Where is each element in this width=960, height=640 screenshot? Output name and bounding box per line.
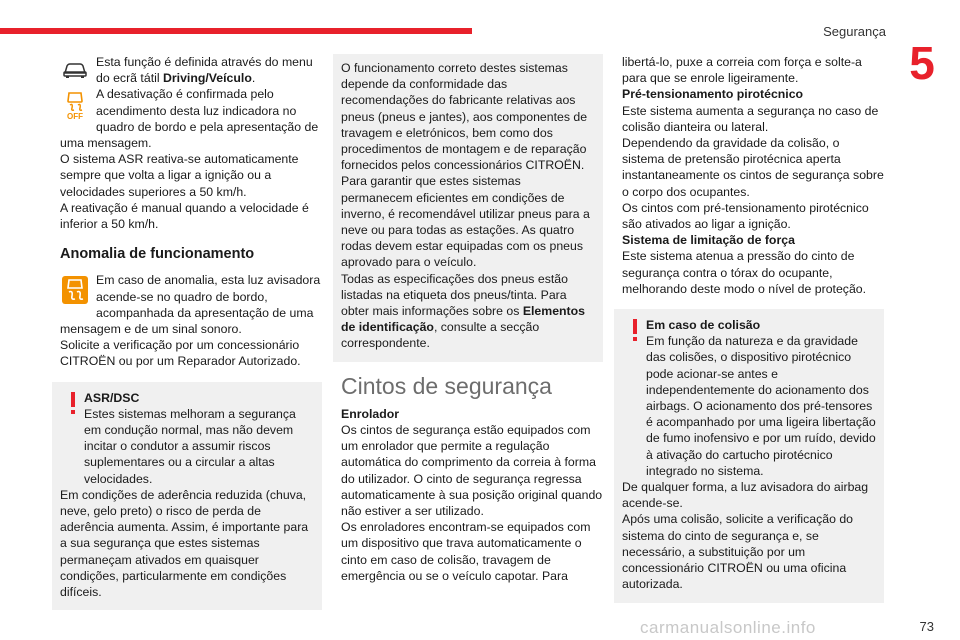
retractor-subheading: Enrolador (341, 406, 400, 421)
pretension-subheading: Pré-tensionamento pirotécnico (622, 87, 804, 102)
section-title: Segurança (823, 24, 886, 39)
release-text: libertá-lo, puxe a correia com força e solte-a para que se enrole ligeiramente. (622, 55, 862, 86)
manual-reactivation-text: A reativação é manual quando a velocidade é inferior a 50 km/h. (60, 200, 309, 232)
asr-dsc-warning-box (52, 382, 322, 611)
car-icon (60, 56, 90, 82)
page-number: 73 (919, 619, 934, 634)
warning-text-1: Estes sistemas melhoram a segurança em condução normal, mas não devem incitar o condutor a assumir riscos suplementares ou a circular a altas velocidades. (84, 406, 296, 486)
watermark: carmanualsonline.info (640, 618, 816, 637)
off-label: OFF (67, 112, 83, 121)
asr-off-paragraph: OFF A desativação é confirmada pelo acendimento desta luz indicadora no quadro de bordo e pela apresentação de uma mensagem. (60, 87, 319, 151)
exclamation-icon (68, 392, 78, 414)
exclamation-icon (630, 319, 640, 341)
asr-off-warning-light-icon (60, 88, 90, 120)
dealer-check-text: Solicite a verificação por um concessionário CITROËN ou por um Reparador Autorizado. (60, 338, 301, 369)
touchscreen-menu-paragraph: Esta função é definida através do menu do ecrã tátil Driving/Veículo. (60, 54, 322, 86)
retractor-text-2: Os enroladores encontram-se equipados com um dispositivo que trava automaticamente o cinto em caso de colisão, travagem de emergência ou se o veículo capotar. Para (341, 520, 591, 583)
column-2 (341, 54, 603, 584)
pretension-text-3: Os cintos com pré-tensionamento pirotécnico são ativados ao ligar a ignição. (622, 200, 869, 232)
warning-title: Em caso de colisão (646, 318, 761, 333)
warning-text-2: De qualquer forma, a luz avisadora do airbag acende-se. (622, 480, 869, 511)
seat-belts-title: Cintos de segurança (341, 372, 552, 399)
warning-text-1: Em função da natureza e da gravidade das colisões, o dispositivo pirotécnico pode acionar-se antes e independentemente do acionamento dos airbags. O acionamento dos pré-tensores é acompanhado por uma ligeira libertação de fumo inofensivo e por um ruído, devido à ativação do cartucho pirotécnico integrado no sistema. (646, 334, 876, 478)
pretension-text-2: Dependendo da gravidade da colisão, o sistema de pretensão pirotécnica aperta instantaneamente os cintos de segurança sobre o corpo dos ocupantes. (622, 136, 884, 199)
column-1 (60, 54, 322, 610)
chapter-number: 5 (909, 37, 935, 89)
force-limiter-text: Este sistema atenua a pressão do cinto de segurança contra o tórax do ocupante, melhorando deste modo o nível de proteção. (622, 249, 867, 296)
warning-text-2: Em condições de aderência reduzida (chuva, neve, gelo preto) o risco de perda de aderência aumenta. Assim, é importante para a sua segurança que estes sistemas permaneçam ativados em quaisquer condições, particularmente em condições difíceis. (60, 487, 309, 600)
dsc-warning-light-icon (60, 274, 90, 306)
column-3 (622, 54, 884, 603)
retractor-text-1: Os cintos de segurança estão equipados com um enrolador que permite a regulação automática do comprimento da correia à forma do utilizador. O cinto de segurança regressa automaticamente à sua posição original quando não estiver a ser utilizado. (341, 423, 603, 519)
force-limiter-subheading: Sistema de limitação de força (622, 233, 795, 248)
anomaly-paragraph: Em caso de anomalia, esta luz avisadora acende-se no quadro de bordo, acompanhada da apresentação de uma mensagem e de um sinal sonoro. (60, 273, 321, 337)
box-text-3: Todas as especificações dos pneus estão listadas na etiqueta dos pneus/tinta. Para obter mais informações sobre os Elementos de identificação, consulte a secção correspondente. (341, 271, 585, 351)
identification-link: Elementos de identificação (341, 304, 585, 335)
box-text-1: O funcionamento correto destes sistemas depende da conformidade das recomendações do fabricante relativas aos pneus (pneus e jantes), aos componentes de travagem e eletrónicos, bem como dos procedimentos de montagem e de reparação fornecidos pelos concessionários CITROËN. (341, 61, 588, 173)
box-text-2: Para garantir que estes sistemas permanecem eficientes em condições de inverno, é recomendável utilizar pneus para a neve ou para todas as estações. As quatro rodas devem estar equipadas com os pneus aprovado para o veículo. (341, 174, 590, 270)
header-accent-bar (0, 28, 472, 34)
pretension-text-1: Este sistema aumenta a segurança no caso de colisão dianteira ou lateral. (622, 103, 879, 134)
warning-text-3: Após uma colisão, solicite a verificação do sistema do cinto de segurança e, se necessário, a substituição por um concessionário CITROËN ou uma oficina autorizada. (622, 512, 854, 592)
collision-warning-box (614, 309, 884, 602)
tyre-info-box (333, 54, 603, 362)
warning-title: ASR/DSC (84, 390, 140, 405)
asr-reactivation-text: O sistema ASR reativa-se automaticamente sempre que volta a ligar a ignição ou a velocidades superiores a 50 km/h. (60, 152, 299, 199)
anomaly-heading: Anomalia de funcionamento (60, 246, 255, 263)
